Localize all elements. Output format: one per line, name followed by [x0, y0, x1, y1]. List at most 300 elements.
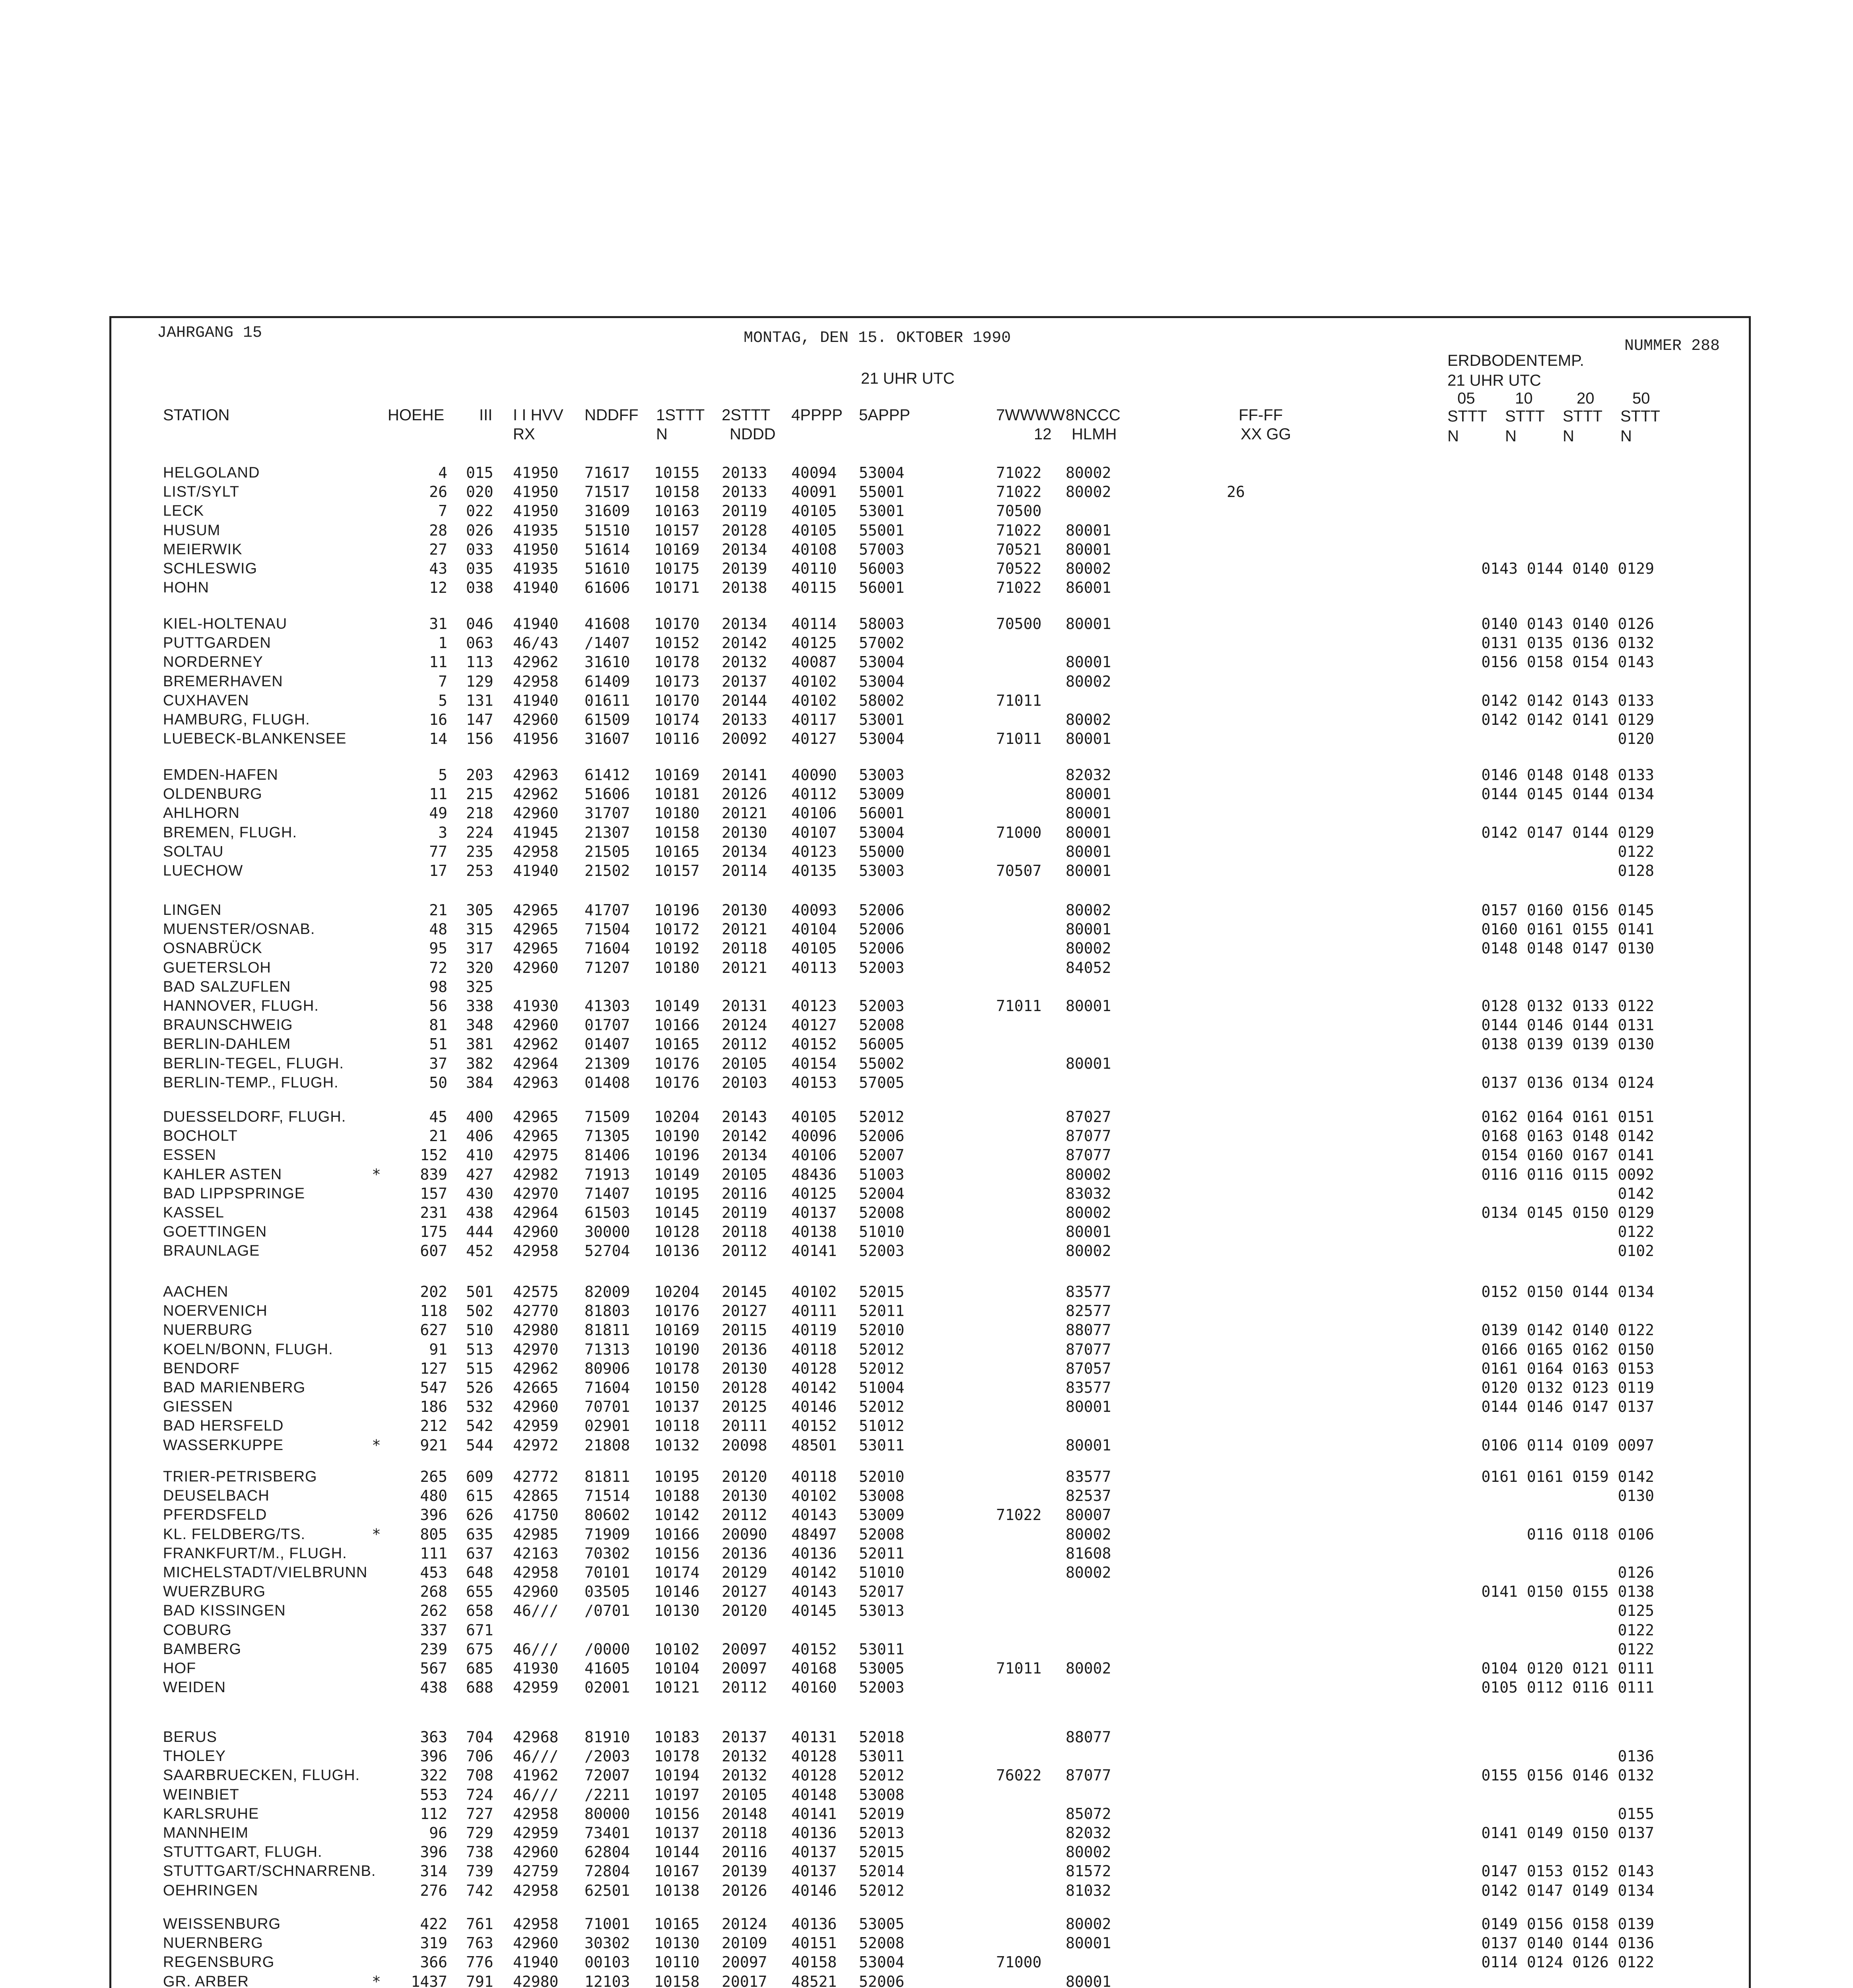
station-name: HANNOVER, FLUGH.	[163, 998, 319, 1014]
group-1sttt: 10142	[654, 1506, 700, 1524]
station-name: SAARBRUECKEN, FLUGH.	[163, 1767, 360, 1784]
group-2sttt: 20148	[722, 1805, 767, 1823]
soil-temps: 0139 0142 0140 0122	[1481, 1321, 1654, 1339]
group-ihvv: 41750	[513, 1506, 559, 1524]
group-1sttt: 10180	[654, 804, 700, 822]
station-name: BAD KISSINGEN	[163, 1602, 286, 1619]
group-4pppp: 40145	[791, 1602, 837, 1620]
group-2sttt: 20130	[722, 1359, 767, 1377]
station-hoehe: 319	[420, 1934, 447, 1952]
group-nddff: 82009	[585, 1283, 630, 1301]
group-5appp: 52008	[859, 1525, 905, 1543]
station-hoehe: 5	[438, 766, 447, 784]
group-4pppp: 40105	[791, 502, 837, 520]
station-hoehe: 363	[420, 1728, 447, 1746]
group-8nccc: 84052	[1066, 959, 1111, 977]
group-1sttt: 10169	[654, 1321, 700, 1339]
station-iii: 026	[466, 521, 493, 539]
group-4pppp: 40137	[791, 1204, 837, 1221]
station-hoehe: 21	[429, 1127, 447, 1145]
group-5appp: 52015	[859, 1283, 905, 1301]
group-1sttt: 10178	[654, 653, 700, 671]
station-iii: 381	[466, 1035, 493, 1053]
group-5appp: 52012	[859, 1108, 905, 1126]
group-ihvv: 42965	[513, 1127, 559, 1145]
group-2sttt: 20127	[722, 1583, 767, 1601]
group-2sttt: 20126	[722, 785, 767, 803]
group-8nccc: 80002	[1066, 672, 1111, 690]
station-hoehe: 231	[420, 1204, 447, 1221]
group-1sttt: 10173	[654, 672, 700, 690]
group-5appp: 52017	[859, 1583, 905, 1601]
station-iii: 727	[466, 1805, 493, 1823]
station-iii: 253	[466, 862, 493, 879]
group-nddff: 81406	[585, 1146, 630, 1164]
group-2sttt: 20105	[722, 1165, 767, 1183]
group-5appp: 51003	[859, 1165, 905, 1183]
station-name: REGENSBURG	[163, 1954, 275, 1971]
group-1sttt: 10102	[654, 1640, 700, 1658]
group-1sttt: 10165	[654, 1915, 700, 1933]
group-4pppp: 40102	[791, 672, 837, 690]
station-name: ESSEN	[163, 1147, 216, 1164]
group-4pppp: 40118	[791, 1468, 837, 1485]
station-iii: 320	[466, 959, 493, 977]
group-nddff: 72007	[585, 1767, 630, 1784]
group-ihvv: 42965	[513, 940, 559, 957]
station-hoehe: 268	[420, 1583, 447, 1601]
group-5appp: 56001	[859, 804, 905, 822]
station-iii: 655	[466, 1583, 493, 1601]
group-7wwww: 71011	[996, 730, 1042, 748]
group-nddff: 51610	[585, 560, 630, 577]
group-5appp: 52007	[859, 1146, 905, 1164]
group-4pppp: 40152	[791, 1640, 837, 1658]
group-4pppp: 40105	[791, 521, 837, 539]
station-hoehe: 3	[438, 823, 447, 841]
group-ihvv: 42960	[513, 959, 559, 977]
group-2sttt: 20141	[722, 766, 767, 784]
group-8nccc: 80001	[1066, 804, 1111, 822]
group-nddff: 71001	[585, 1915, 630, 1933]
group-2sttt: 20138	[722, 579, 767, 597]
group-ihvv: 42958	[513, 1564, 559, 1581]
group-4pppp: 40090	[791, 766, 837, 784]
station-name: BAD HERSFELD	[163, 1417, 284, 1435]
group-4pppp: 40153	[791, 1074, 837, 1091]
group-ihvv: 42962	[513, 1035, 559, 1053]
station-name: HUSUM	[163, 522, 221, 539]
station-name: KOELN/BONN, FLUGH.	[163, 1341, 333, 1358]
group-ihvv: 42972	[513, 1436, 559, 1454]
station-iii: 513	[466, 1340, 493, 1358]
station-name: BENDORF	[163, 1360, 240, 1377]
group-ihvv: 42962	[513, 1359, 559, 1377]
group-ihvv: 42960	[513, 1934, 559, 1952]
group-nddff: 80602	[585, 1506, 630, 1524]
group-1sttt: 10150	[654, 1379, 700, 1396]
group-4pppp: 40102	[791, 1487, 837, 1505]
group-8nccc: 83577	[1066, 1283, 1111, 1301]
group-nddff: 71313	[585, 1340, 630, 1358]
station-iii: 325	[466, 978, 493, 996]
group-2sttt: 20142	[722, 1127, 767, 1145]
group-nddff: 21808	[585, 1436, 630, 1454]
group-5appp: 53003	[859, 862, 905, 879]
group-2sttt: 20121	[722, 920, 767, 938]
group-8nccc: 80002	[1066, 1915, 1111, 1933]
group-nddff: 71514	[585, 1487, 630, 1505]
group-5appp: 52006	[859, 920, 905, 938]
station-name: COBURG	[163, 1621, 232, 1639]
station-hoehe: 127	[420, 1359, 447, 1377]
station-hoehe: 553	[420, 1786, 447, 1804]
group-nddff: 51606	[585, 785, 630, 803]
group-ihvv: 42575	[513, 1283, 559, 1301]
group-8nccc: 88077	[1066, 1321, 1111, 1339]
station-iii: 035	[466, 560, 493, 577]
group-ihvv: 41935	[513, 521, 559, 539]
depth-10: 10	[1515, 390, 1533, 407]
group-ihvv: 41950	[513, 483, 559, 501]
group-4pppp: 40151	[791, 1934, 837, 1952]
group-8nccc: 86001	[1066, 579, 1111, 597]
group-7wwww: 71011	[996, 691, 1042, 709]
soil-n-50: N	[1620, 427, 1632, 445]
group-ihvv: 46///	[513, 1640, 559, 1658]
group-5appp: 53009	[859, 785, 905, 803]
group-8nccc: 80002	[1066, 483, 1111, 501]
group-2sttt: 20133	[722, 711, 767, 728]
station-name: LIST/SYLT	[163, 483, 240, 501]
station-iii: 046	[466, 615, 493, 633]
station-hoehe: 48	[429, 920, 447, 938]
group-nddff: 03505	[585, 1583, 630, 1601]
group-1sttt: 10204	[654, 1108, 700, 1126]
group-2sttt: 20139	[722, 1862, 767, 1880]
group-2sttt: 20111	[722, 1417, 767, 1435]
group-ihvv: 42772	[513, 1468, 559, 1485]
group-ihvv: 42759	[513, 1862, 559, 1880]
group-8nccc: 80001	[1066, 997, 1111, 1015]
group-8nccc: 81572	[1066, 1862, 1111, 1880]
station-name: BRAUNSCHWEIG	[163, 1017, 293, 1034]
soil-temps: 0148 0148 0147 0130	[1481, 940, 1654, 957]
soil-sttt-20: STTT	[1563, 408, 1602, 425]
depth-20: 20	[1577, 390, 1595, 407]
group-2sttt: 20105	[722, 1054, 767, 1072]
group-5appp: 52003	[859, 959, 905, 977]
group-1sttt: 10166	[654, 1016, 700, 1034]
soil-temp-time: 21 UHR UTC	[1447, 372, 1541, 389]
station-hoehe: 322	[420, 1767, 447, 1784]
station-hoehe: 45	[429, 1108, 447, 1126]
station-iii: 502	[466, 1302, 493, 1320]
station-name: MICHELSTADT/VIELBRUNN	[163, 1564, 368, 1581]
group-1sttt: 10130	[654, 1602, 700, 1620]
station-hoehe: 51	[429, 1035, 447, 1053]
group-ihvv: 42980	[513, 1972, 559, 1988]
group-7wwww: 76022	[996, 1767, 1042, 1784]
group-5appp: 53003	[859, 766, 905, 784]
group-4pppp: 40093	[791, 901, 837, 919]
soil-temps: 0144 0146 0144 0131	[1481, 1016, 1654, 1034]
soil-temps: 0104 0120 0121 0111	[1481, 1660, 1654, 1677]
station-hoehe: 28	[429, 521, 447, 539]
station-name: DUESSELDORF, FLUGH.	[163, 1109, 346, 1125]
group-nddff: 73401	[585, 1824, 630, 1842]
col-ff: FF-FF	[1239, 406, 1283, 424]
group-2sttt: 20130	[722, 901, 767, 919]
group-1sttt: 10144	[654, 1843, 700, 1861]
soil-temps: 0122	[1618, 843, 1654, 860]
group-4pppp: 48501	[791, 1436, 837, 1454]
soil-temps: 0131 0135 0136 0132	[1481, 634, 1654, 652]
group-2sttt: 20129	[722, 1564, 767, 1581]
station-name: WEISSENBURG	[163, 1916, 281, 1932]
group-ihvv: 42985	[513, 1525, 559, 1543]
station-iii: 609	[466, 1468, 493, 1485]
group-5appp: 53011	[859, 1436, 905, 1454]
group-5appp: 57003	[859, 540, 905, 558]
group-1sttt: 10116	[654, 730, 700, 748]
soil-temps: 0122	[1618, 1621, 1654, 1639]
station-name: OSNABRÜCK	[163, 940, 262, 957]
group-2sttt: 20105	[722, 1786, 767, 1804]
group-8nccc: 85072	[1066, 1805, 1111, 1823]
station-name: LINGEN	[163, 902, 222, 918]
group-ihvv: 46/43	[513, 634, 559, 652]
group-7wwww: 71000	[996, 823, 1042, 841]
station-iii: 203	[466, 766, 493, 784]
station-hoehe: 337	[420, 1621, 447, 1639]
group-1sttt: 10130	[654, 1934, 700, 1952]
group-1sttt: 10197	[654, 1786, 700, 1804]
group-8nccc: 80001	[1066, 843, 1111, 860]
station-name: HELGOLAND	[163, 464, 260, 481]
group-ihvv: 41930	[513, 997, 559, 1015]
group-1sttt: 10152	[654, 634, 700, 652]
station-hoehe: 31	[429, 615, 447, 633]
group-4pppp: 40102	[791, 691, 837, 709]
station-iii: 742	[466, 1881, 493, 1899]
group-8nccc: 82032	[1066, 1824, 1111, 1842]
group-8nccc: 80002	[1066, 1242, 1111, 1260]
group-ffff: 26	[1227, 483, 1245, 501]
station-hoehe: 422	[420, 1915, 447, 1933]
group-nddff: 01408	[585, 1074, 630, 1091]
group-5appp: 53004	[859, 730, 905, 748]
station-iii: 444	[466, 1223, 493, 1241]
group-8nccc: 80002	[1066, 1843, 1111, 1861]
group-ihvv: 42163	[513, 1544, 559, 1562]
soil-temps: 0156 0158 0154 0143	[1481, 653, 1654, 671]
group-1sttt: 10146	[654, 1583, 700, 1601]
station-name: HOHN	[163, 579, 209, 596]
col-1sttt-sub: N	[656, 425, 668, 443]
station-name: MUENSTER/OSNAB.	[163, 921, 315, 938]
group-nddff: 81910	[585, 1728, 630, 1746]
group-1sttt: 10178	[654, 1747, 700, 1765]
group-nddff: 21307	[585, 823, 630, 841]
group-nddff: 41608	[585, 615, 630, 633]
group-4pppp: 40106	[791, 804, 837, 822]
group-5appp: 52004	[859, 1184, 905, 1202]
group-5appp: 52015	[859, 1843, 905, 1861]
station-iii: 763	[466, 1934, 493, 1952]
group-4pppp: 40128	[791, 1767, 837, 1784]
group-4pppp: 40087	[791, 653, 837, 671]
group-4pppp: 40111	[791, 1302, 837, 1320]
group-1sttt: 10155	[654, 464, 700, 481]
group-nddff: /2211	[585, 1786, 630, 1804]
group-1sttt: 10178	[654, 1359, 700, 1377]
soil-temps: 0125	[1618, 1602, 1654, 1620]
soil-temps: 0137 0140 0144 0136	[1481, 1934, 1654, 1952]
group-nddff: 01707	[585, 1016, 630, 1034]
group-4pppp: 40142	[791, 1564, 837, 1581]
group-1sttt: 10149	[654, 997, 700, 1015]
station-name: NOERVENICH	[163, 1303, 268, 1320]
col-ihvv: I I HVV	[513, 406, 563, 424]
group-nddff: 71207	[585, 959, 630, 977]
station-iii: 738	[466, 1843, 493, 1861]
group-2sttt: 20119	[722, 502, 767, 520]
station-name: GOETTINGEN	[163, 1223, 267, 1241]
group-nddff: /0701	[585, 1602, 630, 1620]
group-ihvv: 42770	[513, 1302, 559, 1320]
group-8nccc: 83577	[1066, 1379, 1111, 1396]
station-name: GR. ARBER	[163, 1973, 249, 1988]
station-iii: 776	[466, 1953, 493, 1971]
group-2sttt: 20144	[722, 691, 767, 709]
group-5appp: 53008	[859, 1487, 905, 1505]
group-2sttt: 20118	[722, 1824, 767, 1842]
group-5appp: 52003	[859, 1242, 905, 1260]
station-hoehe: 17	[429, 862, 447, 879]
soil-temps: 0168 0163 0148 0142	[1481, 1127, 1654, 1145]
group-1sttt: 10181	[654, 785, 700, 803]
soil-temps: 0136	[1618, 1747, 1654, 1765]
group-5appp: 52010	[859, 1468, 905, 1485]
group-2sttt: 20116	[722, 1184, 767, 1202]
group-8nccc: 81032	[1066, 1881, 1111, 1899]
soil-temps: 0162 0164 0161 0151	[1481, 1108, 1654, 1126]
station-name: BOCHOLT	[163, 1128, 238, 1145]
station-hoehe: 72	[429, 959, 447, 977]
group-nddff: /0000	[585, 1640, 630, 1658]
group-1sttt: 10118	[654, 1417, 700, 1435]
soil-temps: 0114 0124 0126 0122	[1481, 1953, 1654, 1971]
group-4pppp: 40136	[791, 1544, 837, 1562]
group-1sttt: 10167	[654, 1862, 700, 1880]
station-hoehe: 37	[429, 1054, 447, 1072]
group-4pppp: 40138	[791, 1223, 837, 1241]
group-nddff: 81811	[585, 1321, 630, 1339]
station-iii: 724	[466, 1786, 493, 1804]
soil-temps: 0144 0145 0144 0134	[1481, 785, 1654, 803]
station-name: MEIERWIK	[163, 541, 243, 558]
group-ihvv: 46///	[513, 1747, 559, 1765]
group-2sttt: 20121	[722, 804, 767, 822]
group-4pppp: 40125	[791, 1184, 837, 1202]
soil-n-10: N	[1505, 427, 1517, 445]
group-5appp: 52019	[859, 1805, 905, 1823]
group-nddff: 21505	[585, 843, 630, 860]
soil-temps: 0105 0112 0116 0111	[1481, 1679, 1654, 1697]
soil-temps: 0138 0139 0139 0130	[1481, 1035, 1654, 1053]
group-nddff: 30000	[585, 1223, 630, 1241]
group-ihvv: 41956	[513, 730, 559, 748]
depth-50: 50	[1632, 390, 1650, 407]
group-2sttt: 20136	[722, 1544, 767, 1562]
group-5appp: 53011	[859, 1640, 905, 1658]
group-nddff: 62804	[585, 1843, 630, 1861]
station-name: WEINBIET	[163, 1786, 239, 1803]
group-ihvv: 41940	[513, 862, 559, 879]
group-4pppp: 40141	[791, 1805, 837, 1823]
group-1sttt: 10165	[654, 1035, 700, 1053]
station-hoehe: 27	[429, 540, 447, 558]
station-name: GUETERSLOH	[163, 959, 271, 976]
group-5appp: 51010	[859, 1223, 905, 1241]
group-4pppp: 40135	[791, 862, 837, 879]
group-1sttt: 10175	[654, 560, 700, 577]
group-1sttt: 10138	[654, 1881, 700, 1899]
soil-temps: 0120 0132 0123 0119	[1481, 1379, 1654, 1396]
group-4pppp: 48436	[791, 1165, 837, 1183]
group-nddff: 21502	[585, 862, 630, 879]
group-2sttt: 20118	[722, 940, 767, 957]
group-4pppp: 40143	[791, 1583, 837, 1601]
station-iii: 501	[466, 1283, 493, 1301]
group-ihvv: 42965	[513, 901, 559, 919]
group-ihvv: 41950	[513, 464, 559, 481]
station-iii: 400	[466, 1108, 493, 1126]
station-name: NUERBURG	[163, 1322, 253, 1339]
group-1sttt: 10158	[654, 1972, 700, 1988]
group-nddff: 41605	[585, 1660, 630, 1677]
group-5appp: 51004	[859, 1379, 905, 1396]
group-nddff: 71604	[585, 1379, 630, 1396]
group-8nccc: 80001	[1066, 540, 1111, 558]
group-nddff: 51510	[585, 521, 630, 539]
station-iii: 406	[466, 1127, 493, 1145]
jahrgang-label: JAHRGANG 15	[157, 324, 262, 342]
group-2sttt: 20017	[722, 1972, 767, 1988]
group-2sttt: 20118	[722, 1223, 767, 1241]
group-ihvv: 42958	[513, 843, 559, 860]
station-iii: 526	[466, 1379, 493, 1396]
station-hoehe: 276	[420, 1881, 447, 1899]
group-8nccc: 80001	[1066, 615, 1111, 633]
group-5appp: 52006	[859, 1972, 905, 1988]
group-2sttt: 20133	[722, 464, 767, 481]
group-ihvv: 42960	[513, 1223, 559, 1241]
group-8nccc: 80002	[1066, 1165, 1111, 1183]
group-4pppp: 40104	[791, 920, 837, 938]
group-5appp: 52011	[859, 1302, 905, 1320]
issue-number: NUMMER 288	[1624, 337, 1720, 355]
station-name: LECK	[163, 503, 204, 520]
group-nddff: 71913	[585, 1165, 630, 1183]
group-1sttt: 10166	[654, 1525, 700, 1543]
group-4pppp: 40110	[791, 560, 837, 577]
mountain-station-marker: *	[372, 1972, 381, 1988]
group-8nccc: 80002	[1066, 711, 1111, 728]
group-8nccc: 80001	[1066, 862, 1111, 879]
group-1sttt: 10169	[654, 540, 700, 558]
